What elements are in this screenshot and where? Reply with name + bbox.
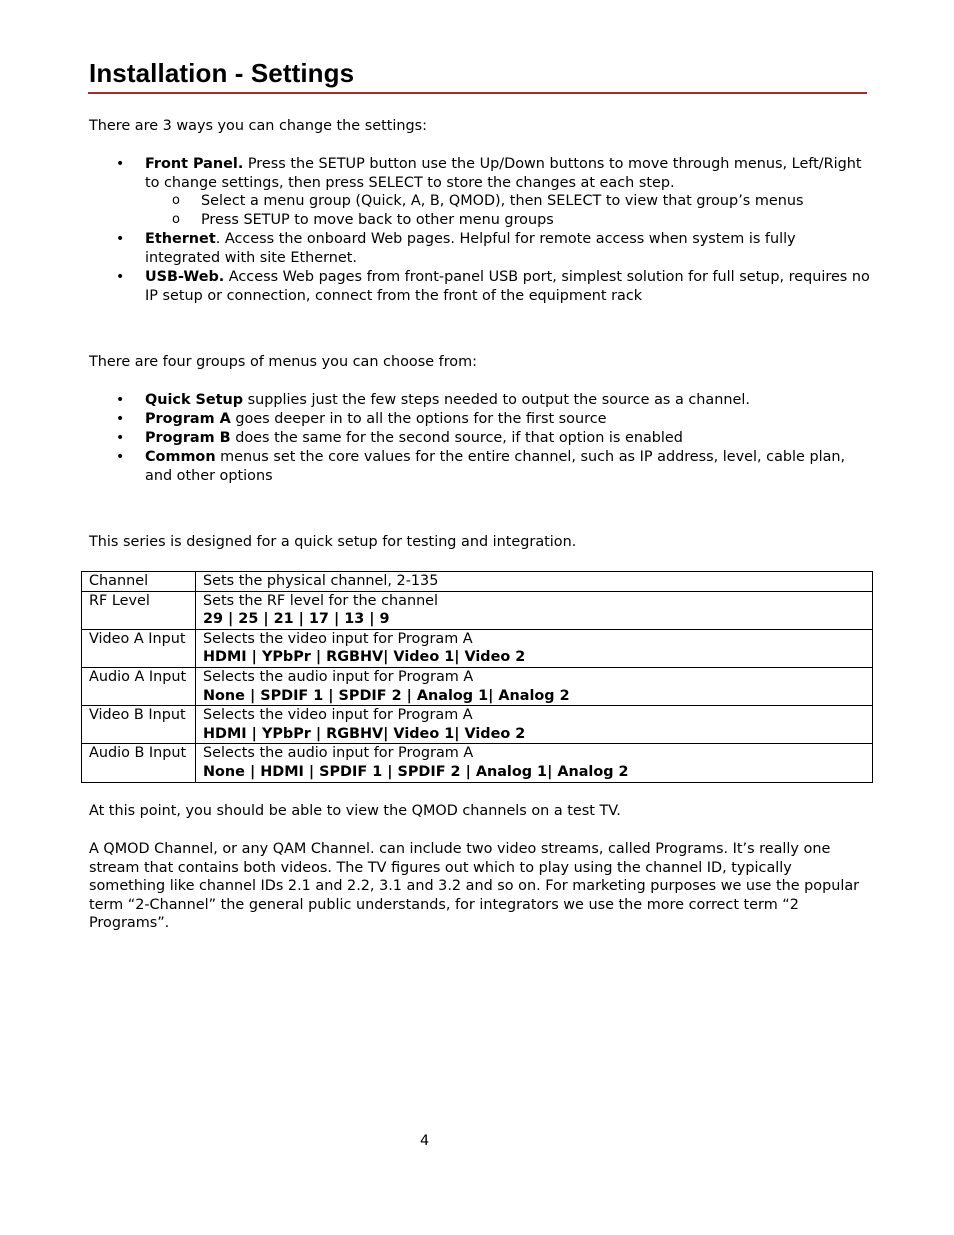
setting-desc-cell <box>196 744 873 782</box>
page-title: Installation - Settings <box>89 58 355 88</box>
item-text: Access Web pages from front-panel USB port, simplest solution for full setup, requires no IP setup or connection, connect from the front of the equipment rack <box>145 269 870 304</box>
item-label: Common <box>145 449 216 465</box>
item-label: Quick Setup <box>145 392 244 408</box>
list-item-ethernet <box>145 230 870 267</box>
item-text: . Access the onboard Web pages. Helpful for remote access when system is fully integrated with site Ethernet. <box>145 231 796 266</box>
item-text: goes deeper in to all the options for the first source <box>230 411 607 427</box>
bullet-icon: • <box>116 449 125 465</box>
circle-bullet-icon: o <box>172 193 180 208</box>
intro-groups: There are four groups of menus you can choose from: <box>89 354 477 370</box>
setting-name-cell: Audio B Input <box>82 744 196 782</box>
bullet-icon: • <box>116 231 125 247</box>
bullet-icon: • <box>116 269 125 285</box>
setting-options: 29 | 25 | 21 | 17 | 13 | 9 <box>203 611 390 628</box>
setting-name-cell: Channel <box>82 572 196 592</box>
table-row <box>82 744 873 782</box>
item-label: Front Panel. <box>145 156 244 172</box>
setting-name-cell: RF Level <box>82 591 196 629</box>
circle-bullet-icon: o <box>172 212 180 227</box>
setting-desc-cell <box>196 667 873 705</box>
list-item-quick-setup <box>145 391 870 410</box>
bullet-icon: • <box>116 430 125 446</box>
table-row <box>82 572 873 592</box>
setting-description: Selects the video input for Program A <box>203 630 473 647</box>
page-number: 4 <box>420 1133 430 1149</box>
table-row <box>82 591 873 629</box>
setting-name-cell: Video A Input <box>82 629 196 667</box>
setting-desc-cell <box>196 706 873 744</box>
setting-desc-cell <box>196 591 873 629</box>
setting-description: Selects the audio input for Program A <box>203 668 474 685</box>
sub-item-setup-back: Press SETUP to move back to other menu groups <box>201 212 554 228</box>
item-label: Ethernet <box>145 231 216 247</box>
setting-options: HDMI | YPbPr | RGBHV| Video 1| Video 2 <box>203 649 526 666</box>
intro-ways: There are 3 ways you can change the settings: <box>89 118 427 134</box>
item-text: supplies just the few steps needed to output the source as a channel. <box>243 392 750 408</box>
bullet-icon: • <box>116 411 125 427</box>
table-row <box>82 667 873 705</box>
setting-desc-cell <box>196 572 873 592</box>
setting-options: None | SPDIF 1 | SPDIF 2 | Analog 1| Analog 2 <box>203 687 570 704</box>
item-label: USB-Web. <box>145 269 225 285</box>
setting-name-cell: Audio A Input <box>82 667 196 705</box>
setting-options: None | HDMI | SPDIF 1 | SPDIF 2 | Analog 1| Analog 2 <box>203 763 629 780</box>
bullet-icon: • <box>116 392 125 408</box>
table-row <box>82 629 873 667</box>
item-text: does the same for the second source, if that option is enabled <box>230 430 683 446</box>
list-item-front-panel <box>145 155 870 192</box>
qmod-explanation: A QMOD Channel, or any QAM Channel. can include two video streams, called Programs. It’s really one stream that contains both videos. The TV figures out which to play using the channel ID, typically something like channel IDs 2.1 and 2.2, 3.1 and 3.2 and so on. For marketing purposes we use the popular term “2-Channel” the general public understands, for integrators we use the more correct term “2 Programs”. <box>89 841 860 932</box>
item-text: menus set the core values for the entire channel, such as IP address, level, cable plan, and other options <box>145 449 846 484</box>
setting-description: Selects the audio input for Program A <box>203 745 474 762</box>
item-label: Program B <box>145 430 231 446</box>
title-rule <box>88 92 867 94</box>
after-table-note: At this point, you should be able to view the QMOD channels on a test TV. <box>89 803 621 819</box>
item-text: Press the SETUP button use the Up/Down buttons to move through menus, Left/Right to change settings, then press SELECT to store the changes at each step. <box>145 156 862 191</box>
settings-table <box>81 571 873 783</box>
intro-quick-series: This series is designed for a quick setup for testing and integration. <box>89 534 577 550</box>
setting-description: Sets the physical channel, 2-135 <box>203 573 439 589</box>
list-item-common <box>145 448 870 485</box>
item-label: Program A <box>145 411 231 427</box>
list-item-program-a <box>145 410 870 429</box>
setting-description: Selects the video input for Program A <box>203 707 473 724</box>
setting-desc-cell <box>196 629 873 667</box>
setting-description: Sets the RF level for the channel <box>203 592 439 609</box>
sub-item-select-group: Select a menu group (Quick, A, B, QMOD), then SELECT to view that group’s menus <box>201 193 804 209</box>
list-item-usb-web <box>145 268 870 305</box>
list-item-program-b <box>145 429 870 448</box>
setting-name-cell: Video B Input <box>82 706 196 744</box>
setting-options: HDMI | YPbPr | RGBHV| Video 1| Video 2 <box>203 725 526 742</box>
table-row <box>82 706 873 744</box>
bullet-icon: • <box>116 156 125 172</box>
